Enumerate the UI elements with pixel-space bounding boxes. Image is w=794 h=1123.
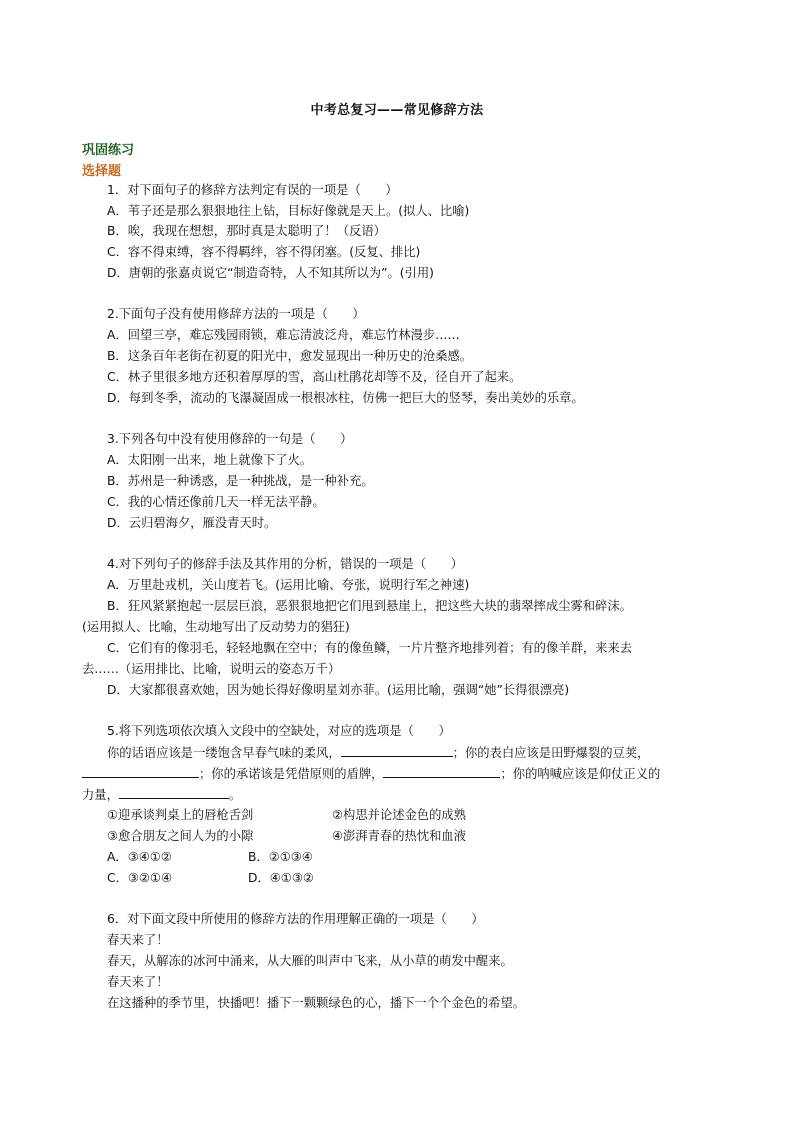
q3-option-d: D．云归碧海夕，雁没青天时。 (107, 516, 277, 530)
fill-blank (82, 764, 199, 778)
q5-stem: 5.将下列选项依次填入文段中的空缺处，对应的选项是（ ） (107, 724, 451, 738)
q6-text-line3: 春天来了！ (107, 975, 169, 989)
q4-stem: 4.对下列句子的修辞手法及其作用的分析，错误的一项是（ ） (107, 557, 464, 571)
q5-passage-text: ；你的呐喊应该是仰仗正义的 (500, 767, 661, 781)
q4-option-d: D．大家都很喜欢她，因为她长得好像明星刘亦菲。(运用比喻，强调“她”长得很漂亮) (107, 683, 570, 697)
q1-stem: 1．对下面句子的修辞方法判定有误的一项是（ ） (107, 183, 398, 197)
q6-text-line4: 在这播种的季节里，快播吧！播下一颗颗绿色的心，播下一个个金色的希望。 (107, 996, 526, 1010)
q5-option-c: C．③②①④ (107, 871, 172, 885)
q2-option-d: D．每到冬季，流动的飞瀑凝固成一根根冰柱，仿佛一把巨大的竖琴，奏出美妙的乐章。 (107, 391, 584, 405)
q5-choice-2: ②构思并论述金色的成熟 (332, 808, 466, 822)
q3-option-b: B．苏州是一种诱惑，是一种挑战，是一种补充。 (107, 474, 374, 488)
fill-blank (383, 764, 500, 778)
q2-option-b: B．这条百年老街在初夏的阳光中，愈发显现出一种历史的沧桑感。 (107, 349, 473, 363)
q1-option-b: B．唉，我现在想想，那时真是太聪明了！（反语） (107, 224, 386, 238)
section-heading-practice: 巩固练习 (82, 143, 135, 158)
q6-stem: 6．对下面文段中所使用的修辞方法的作用理解正确的一项是（ ） (107, 912, 484, 926)
q5-passage-line1 (107, 743, 649, 762)
q5-passage-text: ；你的表白应该是田野爆裂的豆荚， (452, 746, 650, 760)
q2-option-a: A．回望三亭，难忘残园雨锁，难忘清波泛舟，难忘竹林漫步…… (107, 328, 460, 342)
q5-choice-row1 (107, 806, 253, 824)
q6-text-line2: 春天，从解冻的冰河中涌来，从大雁的叫声中飞来，从小草的萌发中醒来。 (107, 954, 513, 968)
q5-passage-text: ；你的承诺该是凭借原则的盾牌， (199, 767, 384, 781)
q4-option-b: B．狂风紧紧抱起一层层巨浪，恶狠狠地把它们甩到悬崖上，把这些大块的翡翠摔成尘雾和碎沫。 (107, 599, 632, 613)
q5-passage-line3 (82, 785, 241, 804)
q2-stem: 2.下面句子没有使用修辞方法的一项是（ ） (107, 307, 365, 321)
q4-option-b-cont: (运用拟人、比喻，生动地写出了反动势力的猖狂) (82, 620, 350, 634)
q1-option-c: C．容不得束缚，容不得羁绊，容不得闭塞。(反复、排比) (107, 245, 421, 259)
q5-option-b: B．②①③④ (248, 850, 313, 864)
q6-text-line1: 春天来了！ (107, 933, 169, 947)
q5-passage-text: 。 (228, 788, 242, 802)
q1-option-a: A．苇子还是那么狠狠地往上钻，目标好像就是天上。(拟人、比喻) (107, 204, 470, 218)
q5-option-a: A．③④①② (107, 850, 172, 864)
fill-blank (119, 785, 229, 799)
q3-stem: 3.下列各句中没有使用修辞的一句是（ ） (107, 432, 353, 446)
q5-passage-text: 力量， (82, 788, 119, 802)
q3-option-a: A．太阳刚一出来，地上就像下了火。 (107, 453, 313, 467)
page-title: 中考总复习——常见修辞方法 (310, 103, 484, 118)
q2-option-c: C．林子里很多地方还积着厚厚的雪，高山杜鹃花却等不及，径自开了起来。 (107, 370, 522, 384)
q5-option-d: D．④①③② (248, 871, 314, 885)
q5-choice-4: ④澎湃青春的热忱和血液 (332, 829, 466, 843)
q4-option-a: A．万里赴戎机，关山度若飞。(运用比喻、夸张，说明行军之神速) (107, 578, 470, 592)
fill-blank (341, 743, 453, 757)
q3-option-c: C．我的心情还像前几天一样无法平静。 (107, 495, 325, 509)
q5-choice-3: ③愈合朋友之间人为的小隙 (107, 829, 254, 843)
q5-passage-text: 你的话语应该是一缕饱含早春气味的柔风， (107, 746, 341, 760)
q4-option-c: C．它们有的像羽毛，轻轻地飘在空中；有的像鱼鳞，一片片整齐地排列着；有的像羊群，来来去 (107, 641, 633, 655)
q5-choice-1: ①迎承谈判桌上的唇枪舌剑 (107, 808, 254, 822)
q4-option-c-cont: 去……（运用排比、比喻，说明云的姿态万千） (82, 662, 341, 676)
q5-passage-line2 (82, 764, 660, 783)
q1-option-d: D．唐朝的张嘉贞说它“制造奇特，人不知其所以为”。(引用) (107, 266, 434, 280)
section-heading-choice: 选择题 (82, 164, 122, 179)
